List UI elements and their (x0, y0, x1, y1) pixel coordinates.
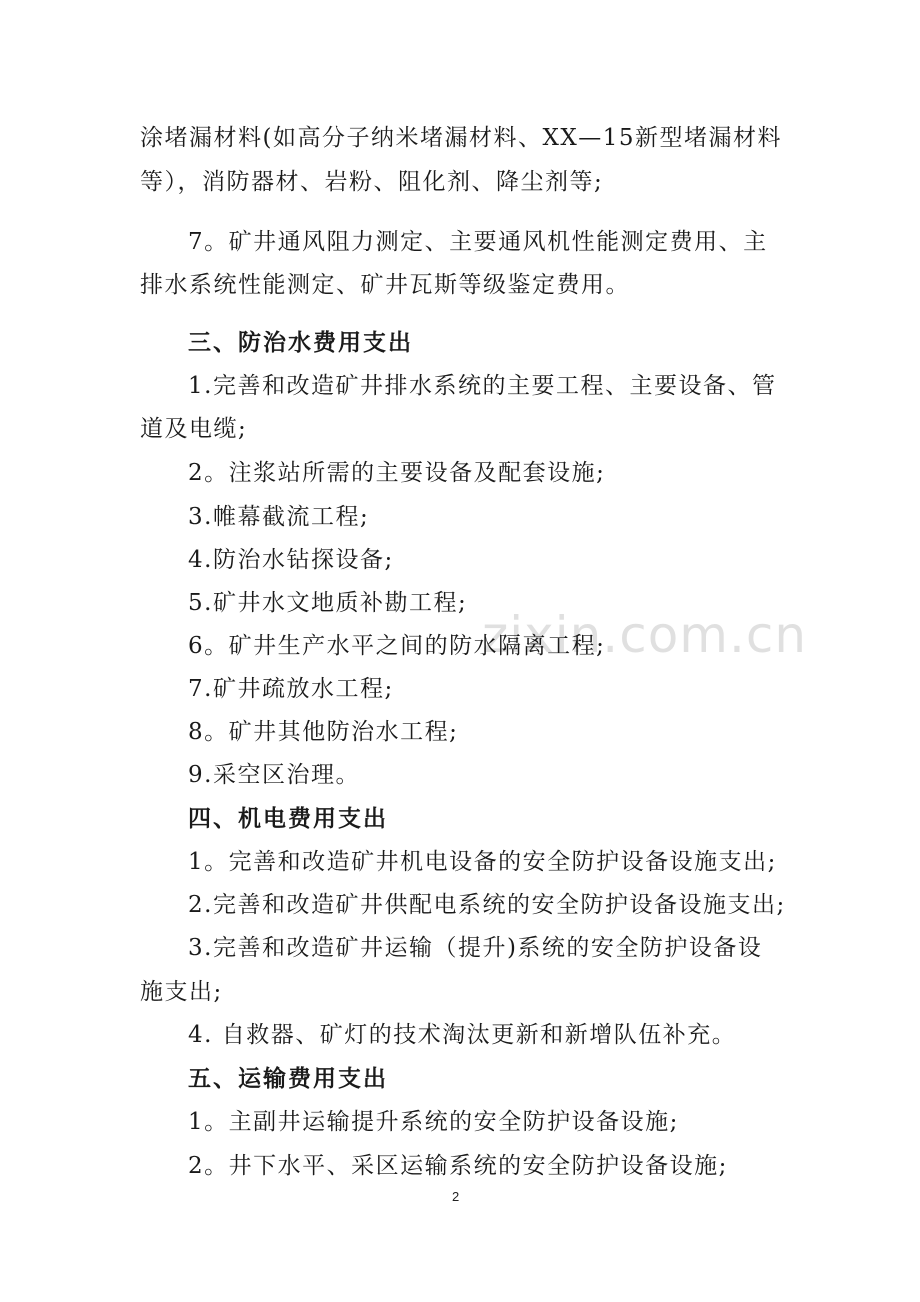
list-item-continuation: 施支出; (140, 979, 223, 1005)
list-item: 5.矿井水文地质补勘工程; (188, 590, 468, 616)
section-heading: 三、防治水费用支出 (188, 330, 413, 356)
list-item: 8。矿井其他防治水工程; (188, 719, 459, 745)
page-number: 2 (452, 1189, 460, 1204)
list-item: 4. 自救器、矿灯的技术淘汰更新和新增队伍补充。 (188, 1022, 737, 1048)
list-item: 3.帷幕截流工程; (188, 504, 370, 530)
paragraph-line: 等），消防器材、岩粉、阻化剂、降尘剂等; (140, 169, 604, 195)
list-item: 3.完善和改造矿井运输（提升)系统的安全防护设备设 (188, 935, 763, 961)
list-item: 9.采空区治理。 (188, 762, 360, 788)
watermark: zixin.com.cn (482, 606, 808, 664)
list-item: 2.完善和改造矿井供配电系统的安全防护设备设施支出; (188, 892, 786, 918)
list-item: 2。井下水平、采区运输系统的安全防护设备设施; (188, 1153, 728, 1179)
paragraph-line: 涂堵漏材料(如高分子纳米堵漏材料、XX—15新型堵漏材料 (140, 125, 782, 151)
list-item: 1.完善和改造矿井排水系统的主要工程、主要设备、管 (188, 373, 777, 399)
section-heading: 四、机电费用支出 (188, 806, 388, 832)
list-item: 1。完善和改造矿井机电设备的安全防护设备设施支出; (188, 849, 777, 875)
list-item: 7.矿井疏放水工程; (188, 676, 394, 702)
list-item: 4.防治水钻探设备; (188, 547, 394, 573)
list-item: 1。主副井运输提升系统的安全防护设备设施; (188, 1109, 679, 1135)
list-item: 6。矿井生产水平之间的防水隔离工程; (188, 633, 606, 659)
paragraph-line: 排水系统性能测定、矿井瓦斯等级鉴定费用。 (140, 272, 630, 298)
list-item: 2。注浆站所需的主要设备及配套设施; (188, 460, 606, 486)
list-item-continuation: 道及电缆; (140, 416, 248, 442)
paragraph-line: 7。矿井通风阻力测定、主要通风机性能测定费用、主 (188, 229, 768, 255)
section-heading: 五、运输费用支出 (188, 1066, 388, 1092)
